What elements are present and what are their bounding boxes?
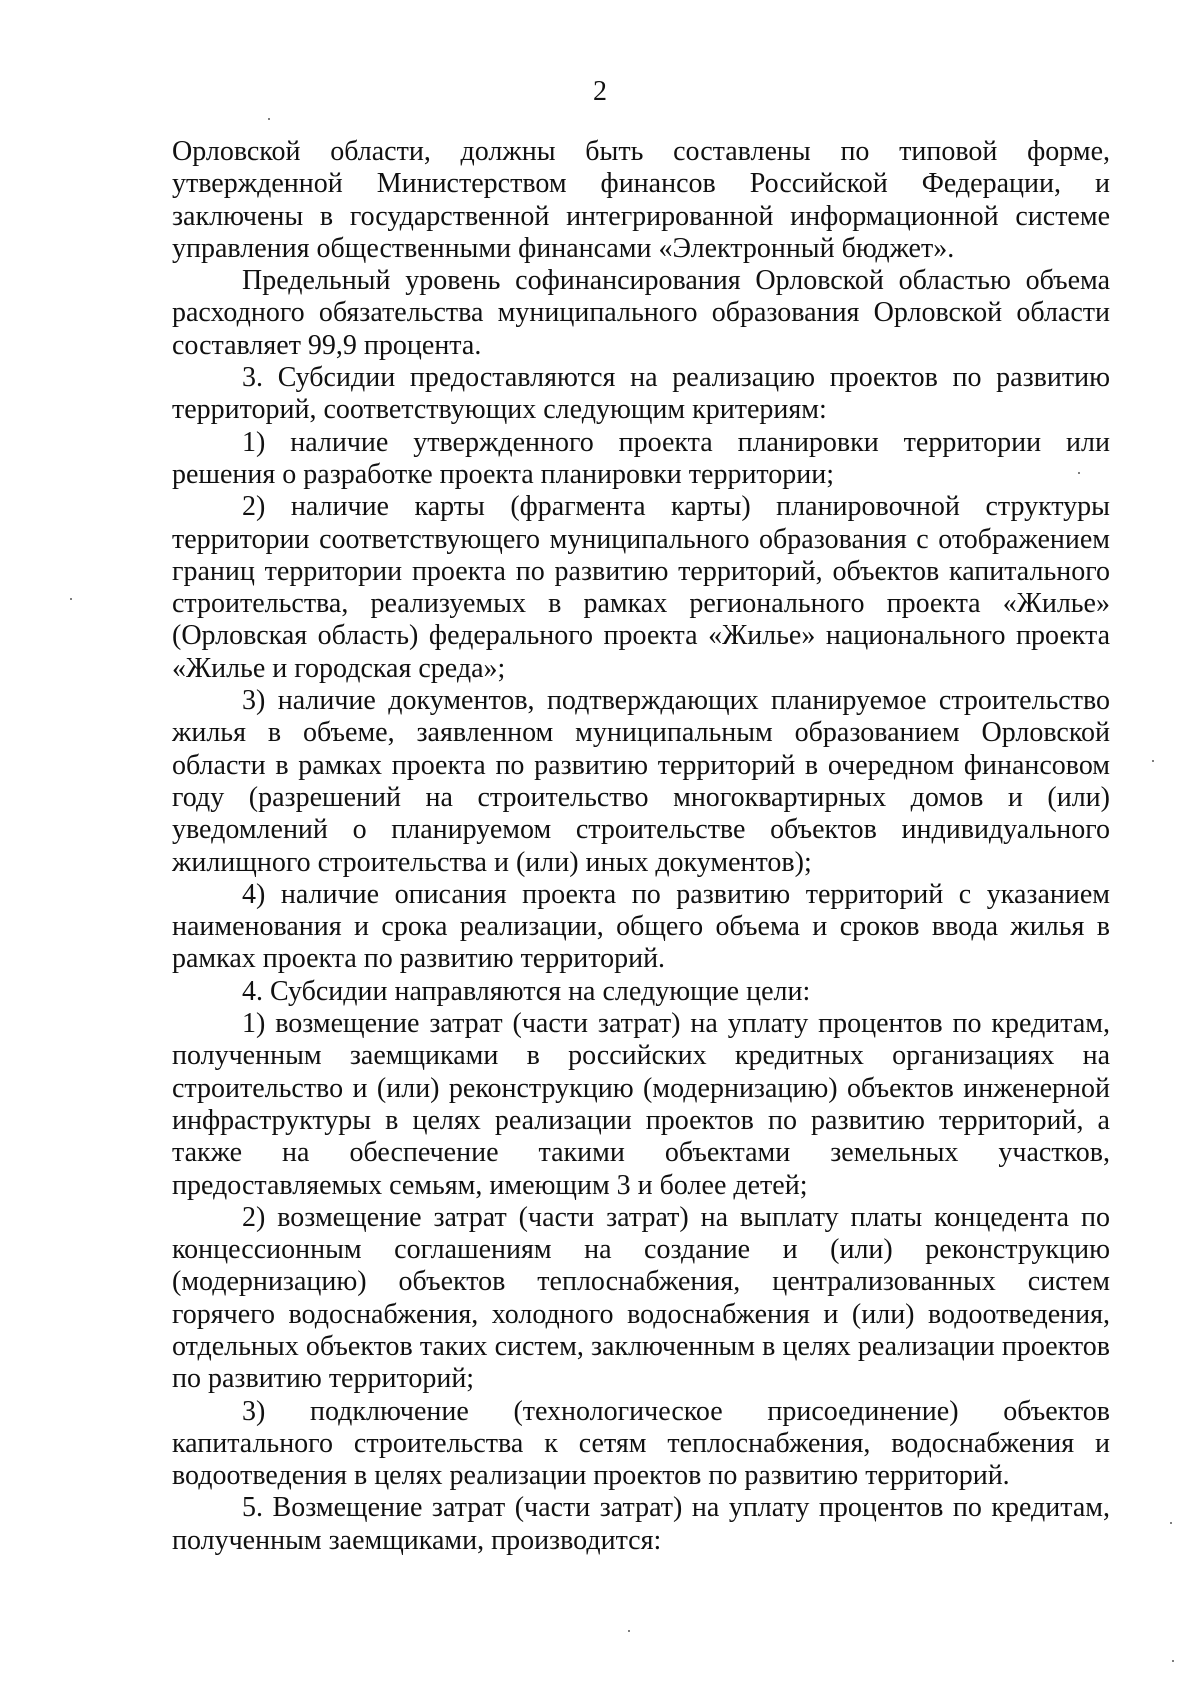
document-body bbox=[172, 136, 1110, 1557]
page-number: 2 bbox=[593, 76, 607, 107]
paragraph-section-4: 4. Субсидии направляются на следующие цели: bbox=[242, 975, 811, 1007]
scan-speck bbox=[1170, 1522, 1172, 1524]
paragraph-goal-1: 1) возмещение затрат (части затрат) на уплату процентов по кредитам, полученным заемщиками в российских кредитных организациях на строительство и (или) реконструкцию (модернизацию) объектов инженерной инфраструктуры в целях реализации проектов по развитию территорий, а также на обеспечение такими объектами земельных участков, предоставляемых семьям, имеющим 3 и более детей; bbox=[172, 1008, 1110, 1201]
paragraph-section-3: 3. Субсидии предоставляются на реализацию проектов по развитию территорий, соответствующих следующим критериям: bbox=[172, 362, 1110, 426]
scan-speck bbox=[1172, 1660, 1174, 1662]
paragraph-criterion-2: 2) наличие карты (фрагмента карты) планировочной структуры территории соответствующего муниципального образования с отображением границ территории проекта по развитию территорий, объектов капитального строительства, реализуемых в рамках регионального проекта «Жилье» (Орловская область) федерального проекта «Жилье» национального проекта «Жилье и городская среда»; bbox=[172, 491, 1110, 684]
scan-speck bbox=[1152, 760, 1154, 762]
paragraph-goal-3: 3) подключение (технологическое присоединение) объектов капитального строительства к сетям теплоснабжения, водоснабжения и водоотведения в целях реализации проектов по развитию территорий. bbox=[172, 1395, 1110, 1492]
paragraph-criterion-1: 1) наличие утвержденного проекта планировки территории или решения о разработке проекта планировки территории; bbox=[172, 426, 1110, 490]
paragraph-criterion-4: 4) наличие описания проекта по развитию территорий с указанием наименования и срока реализации, общего объема и сроков ввода жилья в рамках проекта по развитию территорий. bbox=[172, 878, 1110, 975]
paragraph-continuation: Орловской области, должны быть составлены по типовой форме, утвержденной Министерством финансов Российской Федерации, и заключены в государственной интегрированной информационной системе управления общественными финансами «Электронный бюджет». bbox=[172, 136, 1110, 264]
paragraph-criterion-3: 3) наличие документов, подтверждающих планируемое строительство жилья в объеме, заявленном муниципальным образованием Орловской области в рамках проекта по развитию территорий в очередном финансовом году (разрешений на строительство многоквартирных домов и (или) уведомлений о планируемом строительстве объектов индивидуального жилищного строительства и (или) иных документов); bbox=[172, 685, 1110, 878]
scan-speck bbox=[268, 118, 270, 120]
scan-speck bbox=[1078, 472, 1080, 474]
paragraph-cofinancing-level: Предельный уровень софинансирования Орловской областью объема расходного обязательства муниципального образования Орловской области составляет 99,9 процента. bbox=[172, 265, 1110, 361]
paragraph-section-5: 5. Возмещение затрат (части затрат) на уплату процентов по кредитам, полученным заемщиками, производится: bbox=[172, 1492, 1110, 1556]
scan-speck bbox=[628, 1630, 630, 1632]
paragraph-goal-2: 2) возмещение затрат (части затрат) на выплату платы концедента по концессионным соглашениям на создание и (или) реконструкцию (модернизацию) объектов теплоснабжения, централизованных систем горячего водоснабжения, холодного водоснабжения и (или) водоотведения, отдельных объектов таких систем, заключенным в целях реализации проектов по развитию территорий; bbox=[172, 1201, 1110, 1395]
scan-speck bbox=[70, 598, 72, 600]
